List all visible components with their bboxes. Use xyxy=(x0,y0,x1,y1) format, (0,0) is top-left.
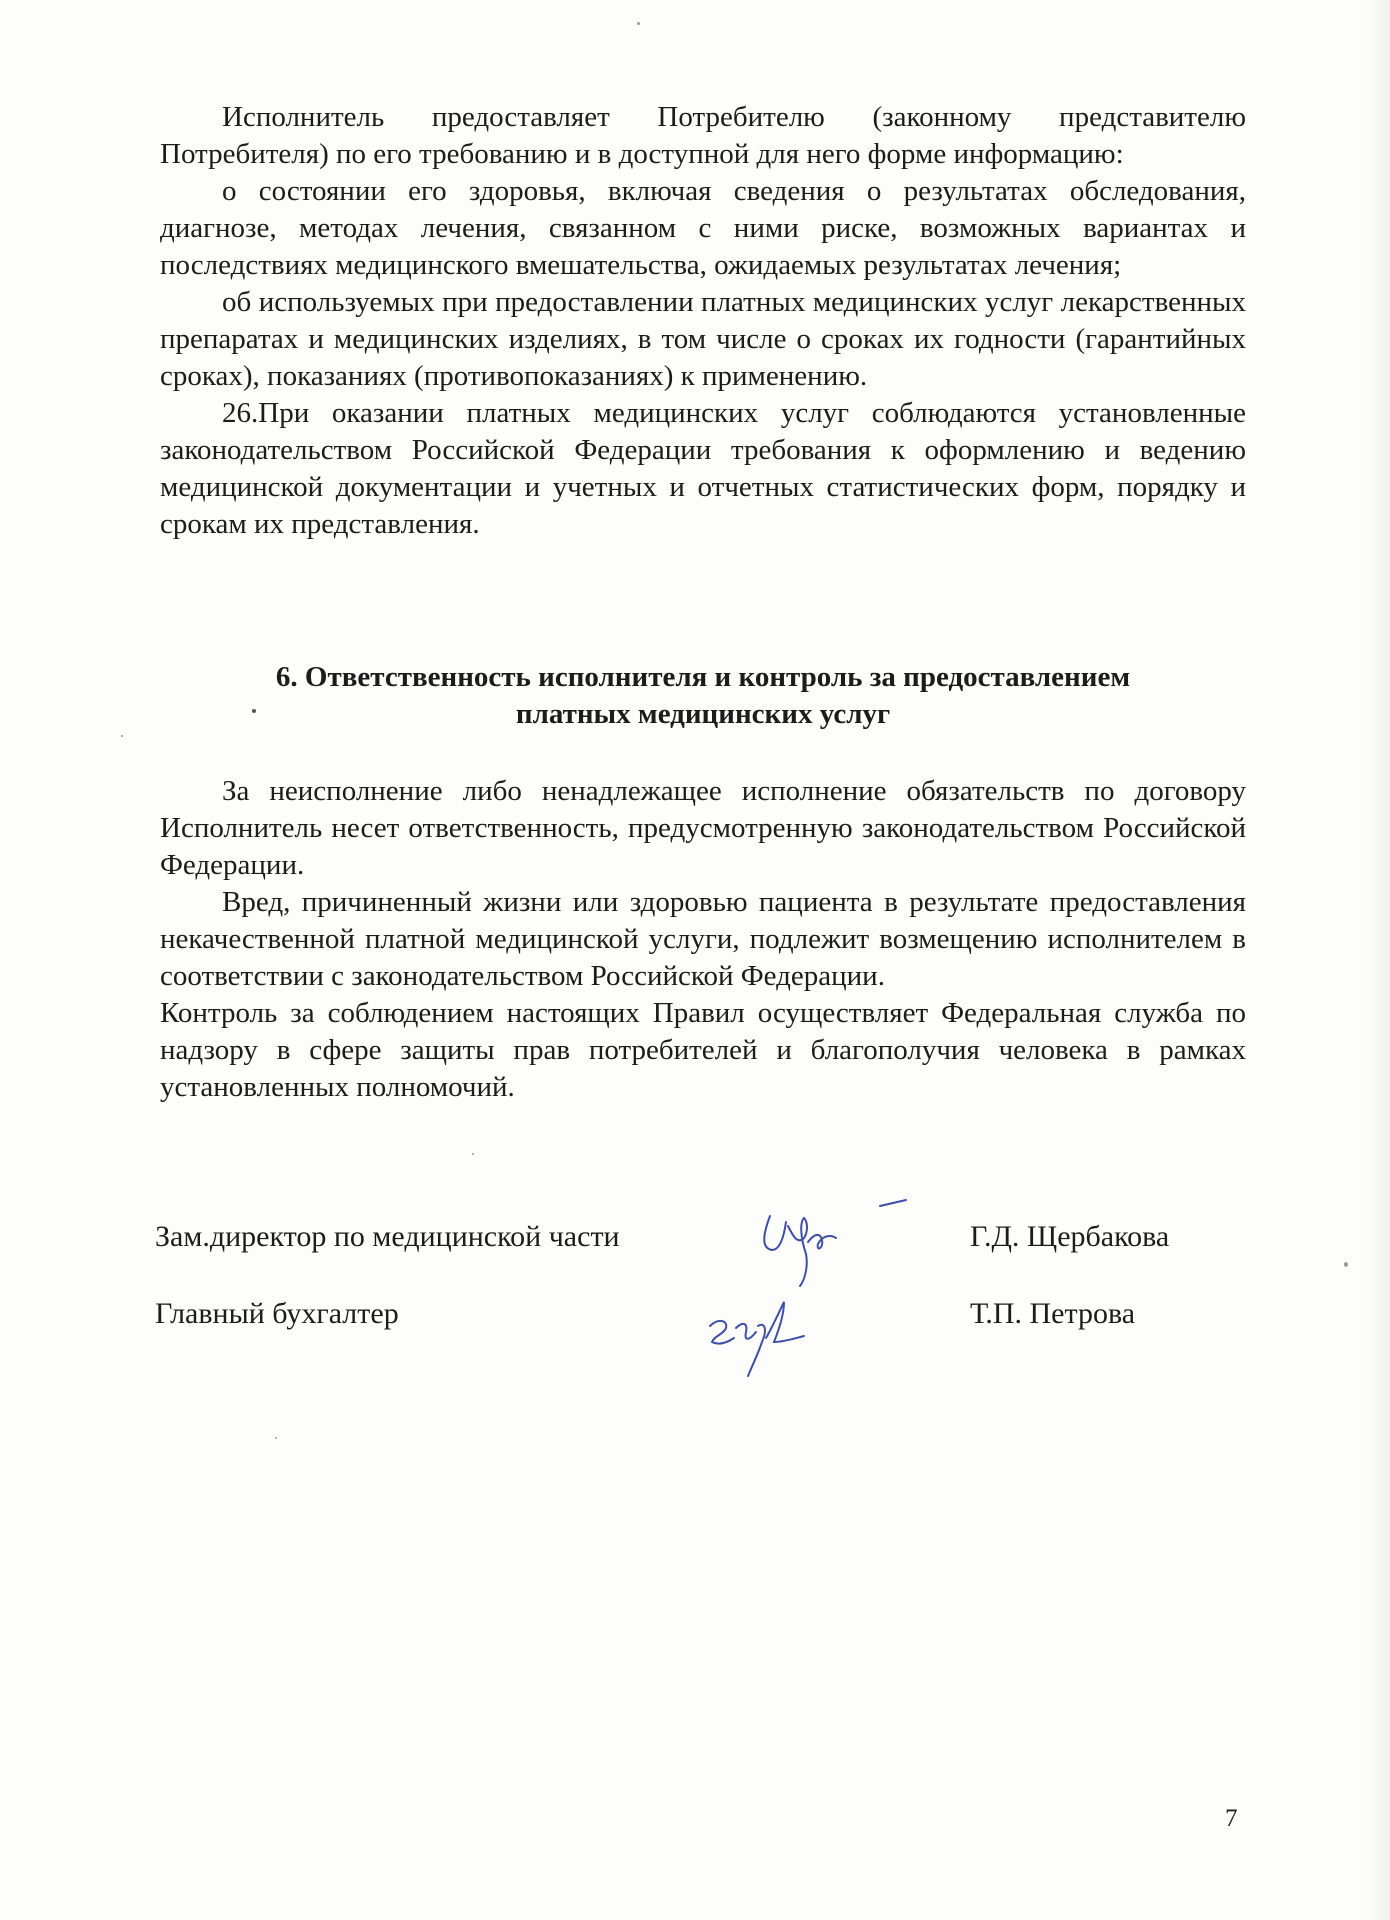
scan-speck xyxy=(472,1153,474,1155)
signature-name: Г.Д. Щербакова xyxy=(970,1220,1170,1253)
paragraph: Контроль за соблюдением настоящих Правил осуществляет Федеральная служба по надзору в сфере защиты прав потребителей и благополучия человека в рамках установленных полномочий. xyxy=(160,997,1246,1103)
section-6-heading xyxy=(160,659,1246,733)
page-edge-shadow xyxy=(1364,0,1390,1920)
paragraph: Исполнитель предоставляет Потребителю (законному представителю Потребителя) по его требованию и в доступной для него форме информацию: xyxy=(160,101,1246,170)
paragraph: За неисполнение либо ненадлежащее исполнение обязательств по договору Исполнитель несет ответственность, предусмотренную законодательством Российской Федерации. xyxy=(160,775,1246,881)
signature-name: Т.П. Петрова xyxy=(970,1297,1136,1330)
paragraph: о состоянии его здоровья, включая сведения о результатах обследования, диагнозе, методах лечения, связанном с ними риске, возможных вариантах и последствиях медицинского вмешательства, ожидаемых результатах лечения; xyxy=(160,175,1246,281)
scan-speck xyxy=(1344,1262,1348,1267)
section-6-text xyxy=(160,773,1246,1106)
heading-line: 6. Ответственность исполнителя и контроль за предоставлением xyxy=(275,661,1131,693)
scan-speck xyxy=(275,1437,277,1439)
paragraph: Вред, причиненный жизни или здоровью пациента в результате предоставления некачественной платной медицинской услуги, подлежит возмещению исполнителем в соответствии с законодательством Российской Федерации. xyxy=(160,886,1246,992)
paragraph: 26.При оказании платных медицинских услуг соблюдаются установленные законодательством Российской Федерации требования к оформлению и ведению медицинской документации и учетных и отчетных статистических форм, порядку и срокам их представления. xyxy=(160,397,1246,540)
paragraph: об используемых при предоставлении платных медицинских услуг лекарственных препаратах и медицинских изделиях, в том числе о сроках их годности (гарантийных сроках), показаниях (противопоказаниях) к применению. xyxy=(160,286,1246,392)
scan-speck xyxy=(121,735,123,737)
signature-role: Зам.директор по медицинской части xyxy=(155,1220,620,1253)
signature-role: Главный бухгалтер xyxy=(155,1297,399,1330)
heading-line: платных медицинских услуг xyxy=(515,698,891,730)
page-number: 7 xyxy=(1225,1805,1238,1832)
section-5-text xyxy=(160,99,1246,543)
scan-speck xyxy=(637,22,640,25)
handwritten-signature-2 xyxy=(700,1292,830,1382)
handwritten-signature-1 xyxy=(750,1192,920,1292)
